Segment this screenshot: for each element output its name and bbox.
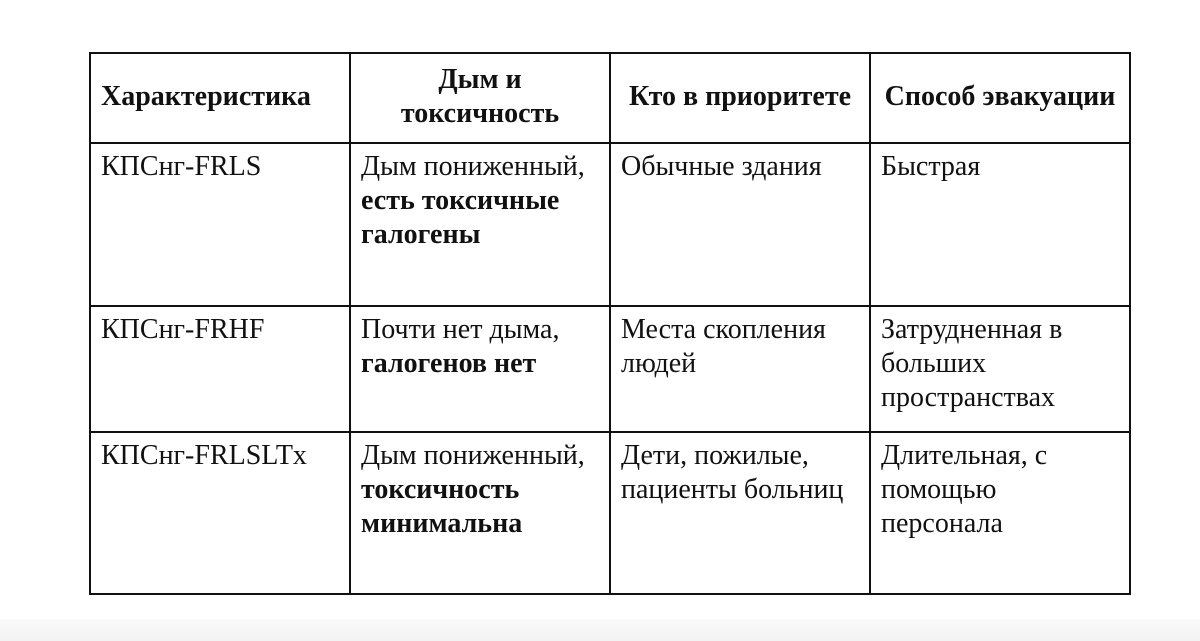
header-smoke-toxicity: Дым и токсичность: [350, 53, 610, 143]
header-evacuation: Способ эвакуации: [870, 53, 1130, 143]
smoke-bold-text: галогенов нет: [361, 348, 537, 379]
cell-evacuation: Быстрая: [870, 143, 1130, 306]
comparison-table: [89, 52, 1131, 595]
smoke-text: Почти нет дыма,: [361, 314, 560, 345]
cell-cable-name: КПСнг-FRLS: [90, 143, 350, 306]
cell-smoke: [350, 432, 610, 594]
cell-smoke: [350, 143, 610, 306]
smoke-bold-text: есть токсичные галогены: [361, 185, 560, 250]
bottom-band: [0, 619, 1200, 641]
header-priority: Кто в приоритете: [610, 53, 870, 143]
header-characteristic: Характеристика: [90, 53, 350, 143]
cell-priority: Дети, пожилые, пациенты больниц: [610, 432, 870, 594]
cell-evacuation: Затрудненная в больших пространствах: [870, 306, 1130, 432]
cell-cable-name: КПСнг-FRHF: [90, 306, 350, 432]
table-row: [90, 306, 1130, 432]
smoke-text: Дым пониженный,: [361, 151, 585, 182]
table-row: [90, 432, 1130, 594]
cell-smoke: [350, 306, 610, 432]
table-row: [90, 143, 1130, 306]
cell-priority: Места скопления людей: [610, 306, 870, 432]
smoke-bold-text: токсичность минимальна: [361, 474, 523, 539]
smoke-text: Дым пониженный,: [361, 440, 585, 471]
table-header-row: [90, 53, 1130, 143]
cell-cable-name: КПСнг-FRLSLTx: [90, 432, 350, 594]
cell-evacuation: Длительная, с помощью персонала: [870, 432, 1130, 594]
cell-priority: Обычные здания: [610, 143, 870, 306]
